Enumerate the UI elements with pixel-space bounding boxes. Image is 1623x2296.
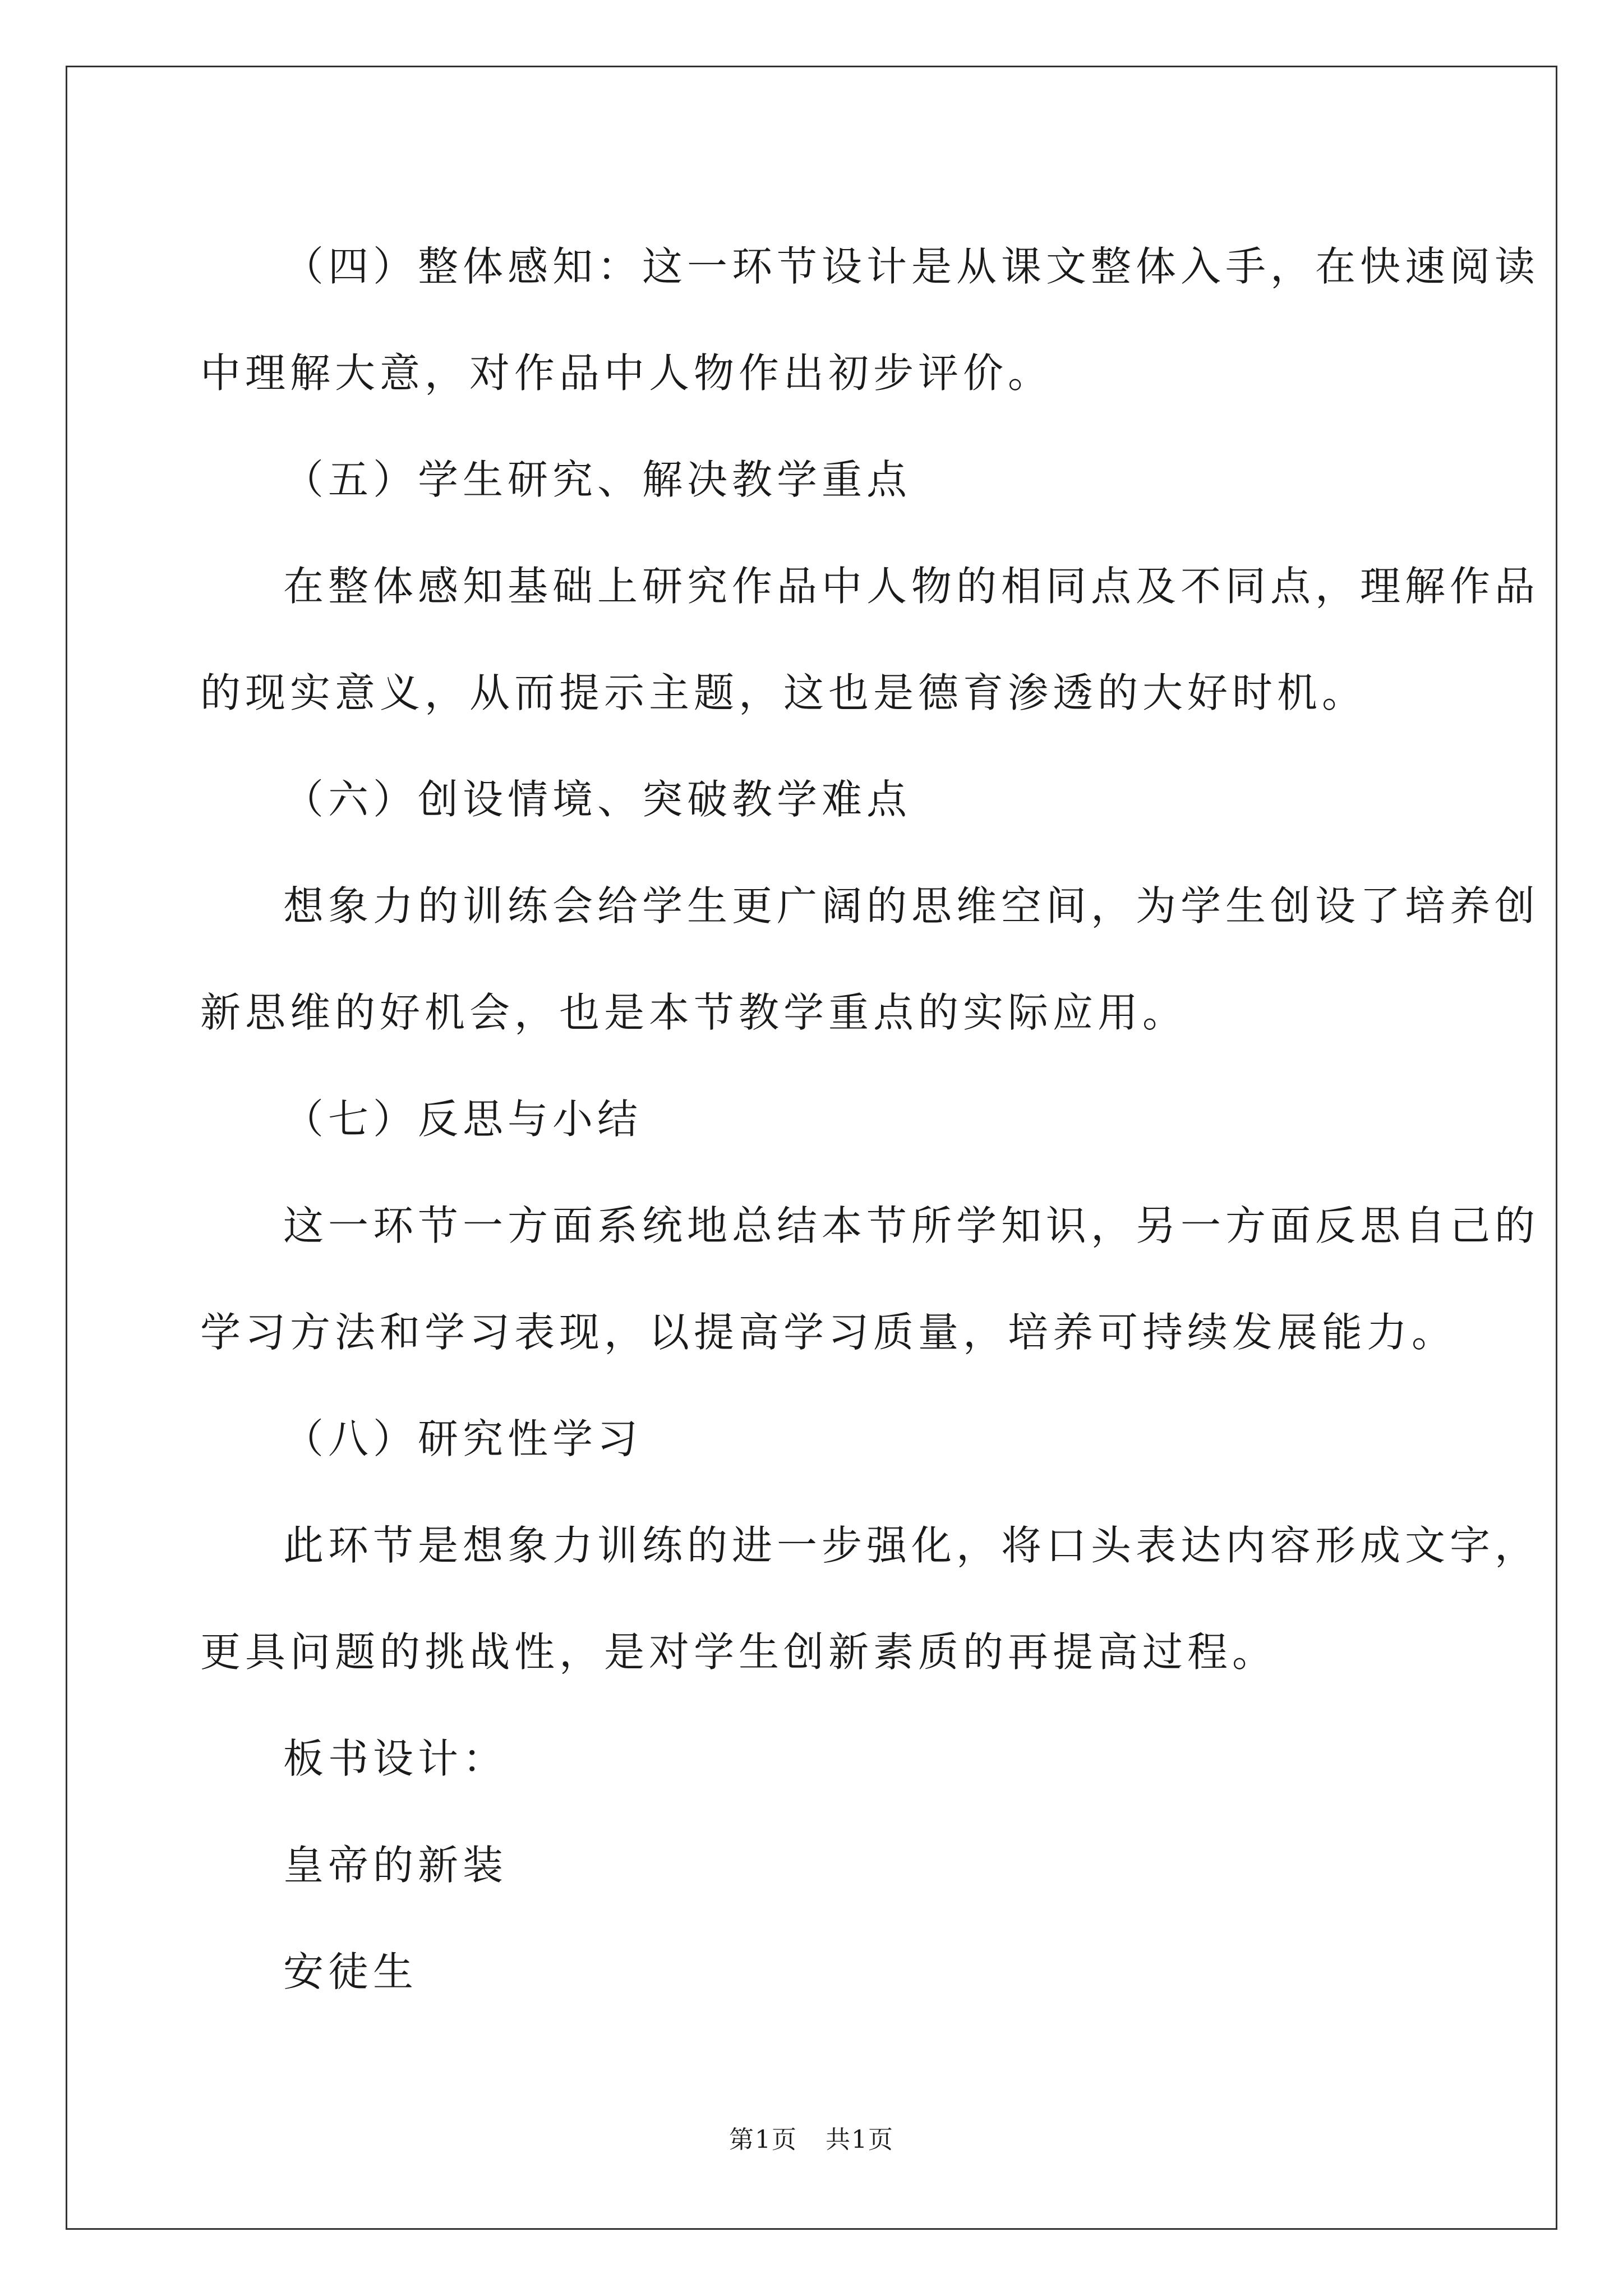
section-heading-7: （七）反思与小结 bbox=[283, 1096, 643, 1143]
paragraph-10: 这一环节一方面系统地总结本节所学知识，另一方面反思自己的 bbox=[283, 1202, 1540, 1249]
paragraph-13: 此环节是想象力训练的进一步强化，将口头表达内容形成文字， bbox=[283, 1522, 1540, 1569]
paragraph-1: （四）整体感知：这一环节设计是从课文整体入手，在快速阅读 bbox=[283, 243, 1540, 290]
board-design-label: 板书设计： bbox=[283, 1735, 508, 1782]
paragraph-4: 在整体感知基础上研究作品中人物的相同点及不同点，理解作品 bbox=[283, 563, 1540, 610]
page-total: 共1页 bbox=[826, 2125, 894, 2154]
board-title: 皇帝的新装 bbox=[283, 1842, 508, 1889]
paragraph-2: 中理解大意，对作品中人物作出初步评价。 bbox=[200, 349, 1053, 397]
paragraph-7: 想象力的训练会给学生更广阔的思维空间，为学生创设了培养创 bbox=[283, 882, 1540, 930]
paragraph-14: 更具问题的挑战性，是对学生创新素质的再提高过程。 bbox=[200, 1628, 1278, 1676]
paragraph-5: 的现实意义，从而提示主题，这也是德育渗透的大好时机。 bbox=[200, 669, 1367, 716]
page-number: 第1页 bbox=[729, 2125, 797, 2154]
paragraph-11: 学习方法和学习表现，以提高学习质量，培养可持续发展能力。 bbox=[200, 1309, 1457, 1356]
section-heading-6: （六）创设情境、突破教学难点 bbox=[283, 776, 912, 823]
section-heading-5: （五）学生研究、解决教学重点 bbox=[283, 456, 912, 503]
board-author: 安徒生 bbox=[283, 1948, 418, 1995]
section-heading-8: （八）研究性学习 bbox=[283, 1415, 643, 1462]
paragraph-8: 新思维的好机会，也是本节教学重点的实际应用。 bbox=[200, 989, 1188, 1036]
page-footer bbox=[0, 2123, 1623, 2157]
document-body bbox=[200, 213, 1540, 2025]
